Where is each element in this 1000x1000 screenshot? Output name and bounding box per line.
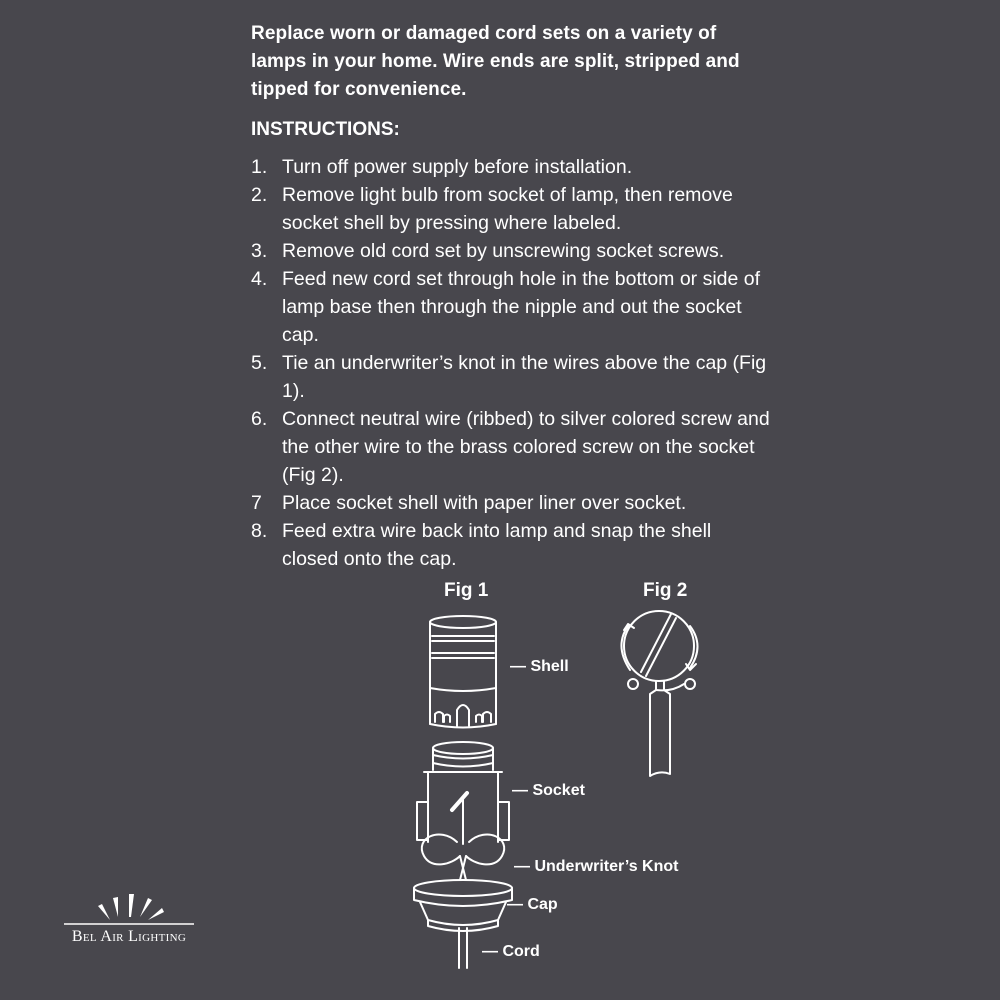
cap-illustration — [414, 880, 512, 931]
step-text: Feed new cord set through hole in the bottom or side of lamp base then through the nipple and out the socket cap. — [282, 268, 761, 346]
step-number: 8. — [251, 520, 268, 542]
cord-illustration — [459, 928, 467, 968]
step-number: 7 — [251, 492, 262, 514]
step-text: Connect neutral wire (ribbed) to silver colored screw and the other wire to the brass colored screw on the socket (Fig 2). — [282, 408, 770, 486]
step-text: Remove old cord set by unscrewing socket screws. — [282, 240, 725, 262]
step-number: 1. — [251, 156, 268, 178]
socket-label: — Socket — [512, 782, 585, 799]
bel-air-logo-mark — [58, 890, 200, 960]
fig1-title: Fig 1 — [444, 580, 489, 601]
shell-illustration — [430, 616, 496, 728]
cord-label: — Cord — [482, 943, 540, 960]
step-text: Tie an underwriter’s knot in the wires above the cap (Fig 1). — [282, 352, 767, 402]
step-number: 4. — [251, 268, 268, 290]
step-text: Place socket shell with paper liner over socket. — [282, 492, 687, 514]
intro-paragraph: Replace worn or damaged cord sets on a variety of lamps in your home. Wire ends are split, stripped and tipped for convenience. — [251, 23, 740, 100]
step-number: 2. — [251, 184, 268, 206]
step-number: 3. — [251, 240, 268, 262]
step-number: 6. — [251, 408, 268, 430]
fig2-title: Fig 2 — [643, 580, 688, 601]
fig2-screw-illustration — [621, 611, 697, 776]
step-number: 5. — [251, 352, 268, 374]
step-text: Remove light bulb from socket of lamp, then remove socket shell by pressing where labeled. — [282, 184, 733, 234]
cap-label: — Cap — [507, 896, 558, 913]
bel-air-logo-text: Bel Air Lighting — [71, 928, 187, 945]
step-text: Feed extra wire back into lamp and snap the shell closed onto the cap. — [282, 520, 712, 570]
shell-label: — Shell — [510, 658, 569, 675]
step-text: Turn off power supply before installation. — [282, 156, 633, 178]
knot-label: — Underwriter’s Knot — [514, 858, 679, 875]
socket-illustration — [417, 742, 509, 844]
instructions-heading: INSTRUCTIONS: — [251, 119, 400, 140]
